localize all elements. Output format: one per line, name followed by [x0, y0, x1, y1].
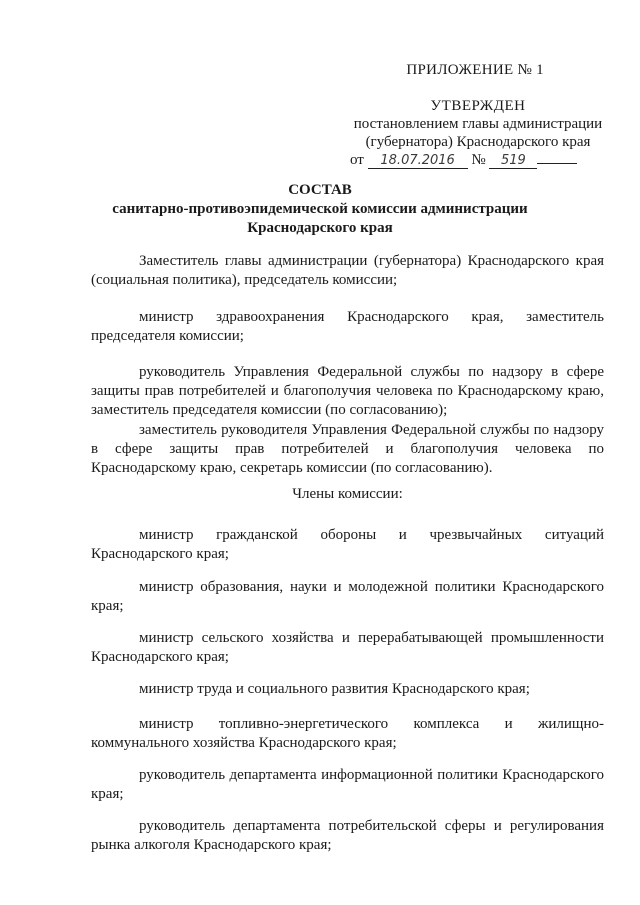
member-text: министр топливно-энергетического комплекса и жилищно-коммунального хозяйства Краснодарского края;: [91, 716, 604, 751]
number-underline: [537, 163, 577, 164]
leadership-item: [91, 421, 604, 478]
leadership-text: Заместитель главы администрации (губернатора) Краснодарского края (социальная политика), председатель комиссии;: [91, 253, 604, 288]
title-line1: СОСТАВ: [288, 182, 352, 198]
member-item: [91, 526, 604, 564]
member-item: [91, 766, 604, 804]
handwritten-date: 18.07.2016: [368, 153, 468, 169]
member-text: министр гражданской обороны и чрезвычайных ситуаций Краснодарского края;: [91, 527, 604, 562]
document-title: [40, 181, 600, 238]
approval-block: [348, 97, 608, 169]
appendix-label: ПРИЛОЖЕНИЕ № 1: [406, 62, 544, 78]
leadership-text: министр здравоохранения Краснодарского края, заместитель председателя комиссии;: [91, 309, 604, 344]
member-item: [91, 817, 604, 855]
member-text: руководитель департамента потребительской сферы и регулирования рынка алкоголя Краснодарского края;: [91, 818, 604, 853]
leadership-text: руководитель Управления Федеральной службы по надзору в сфере защиты прав потребителей и благополучия человека по Краснодарскому краю, заместитель председателя комиссии (по согласованию);: [91, 364, 604, 418]
member-text: министр сельского хозяйства и перерабатывающей промышленности Краснодарского края;: [91, 630, 604, 665]
member-text: министр труда и социального развития Краснодарского края;: [139, 681, 530, 697]
member-item: [91, 680, 604, 699]
number-prefix: №: [471, 152, 486, 168]
members-heading: Члены комиссии:: [292, 486, 403, 502]
member-item: [91, 629, 604, 667]
member-text: руководитель департамента информационной политики Краснодарского края;: [91, 767, 604, 802]
date-number-line: [348, 151, 608, 169]
approved-by-line1: постановлением главы администрации: [353, 116, 603, 132]
approved-by-line2: (губернатора) Краснодарского края: [365, 134, 591, 150]
handwritten-number: 519: [489, 153, 537, 169]
date-prefix: от: [350, 152, 364, 168]
member-item: [91, 715, 604, 753]
title-line3: Краснодарского края: [247, 220, 393, 236]
leadership-text: заместитель руководителя Управления Федеральной службы по надзору в сфере защиты прав потребителей и благополучия человека по Краснодарскому краю, секретарь комиссии (по согласованию).: [91, 422, 604, 476]
leadership-item: [91, 363, 604, 420]
title-line2: санитарно-противоэпидемической комиссии администрации: [112, 201, 528, 217]
leadership-item: [91, 308, 604, 346]
leadership-item: [91, 252, 604, 290]
approved-label: УТВЕРЖДЕН: [430, 98, 526, 114]
member-item: [91, 578, 604, 616]
member-text: министр образования, науки и молодежной политики Краснодарского края;: [91, 579, 604, 614]
